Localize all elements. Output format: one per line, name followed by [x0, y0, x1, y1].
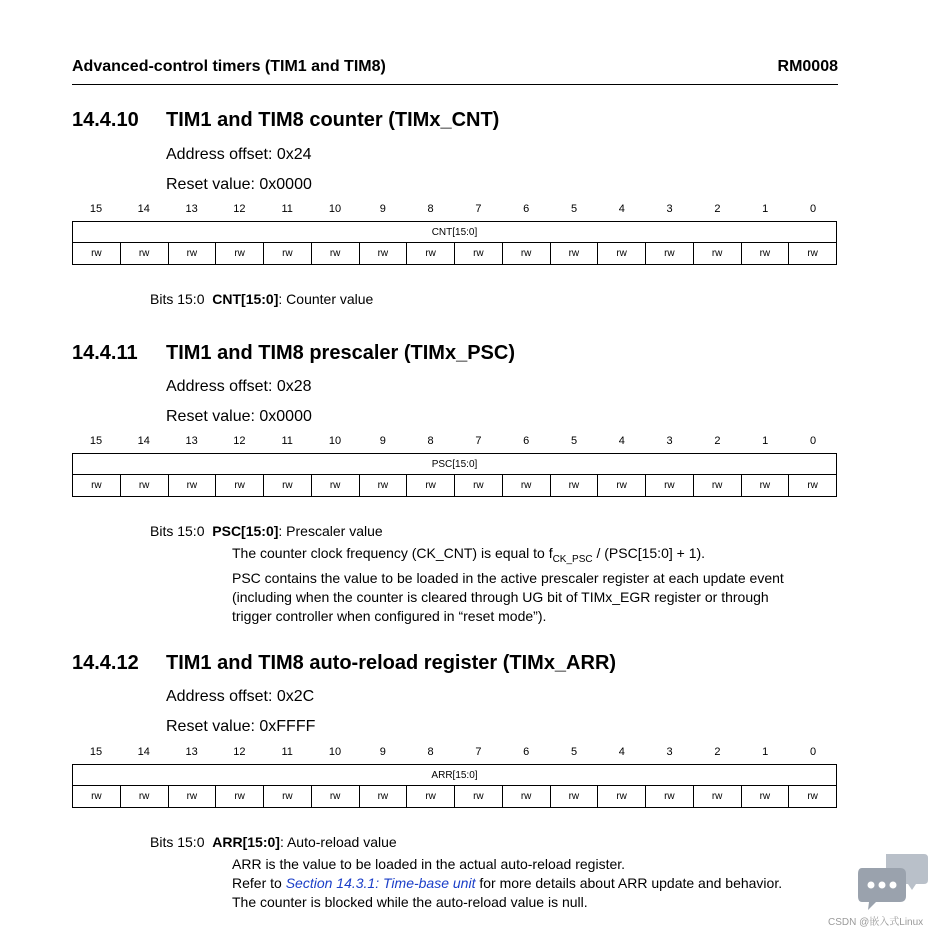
bit-number: 15 — [89, 746, 103, 758]
bit-number: 5 — [570, 435, 578, 447]
section-number: 14.4.12 — [72, 652, 139, 674]
bit-number: 4 — [618, 746, 625, 758]
register-map-psc — [72, 453, 837, 497]
access-row — [73, 786, 837, 808]
bit-number: 12 — [233, 746, 246, 758]
bit-description-psc — [150, 523, 383, 539]
address-offset: Address offset: 0x24 — [166, 146, 312, 163]
bit-number: 3 — [666, 435, 673, 447]
access-cell: rw — [741, 475, 789, 497]
access-cell: rw — [789, 475, 837, 497]
section-number: 14.4.11 — [72, 342, 138, 364]
bit-number: 9 — [379, 435, 386, 447]
access-cell: rw — [168, 243, 216, 265]
section-heading: TIM1 and TIM8 auto-reload register (TIMx_ARR) — [166, 652, 617, 674]
access-cell: rw — [407, 475, 455, 497]
access-cell: rw — [455, 243, 503, 265]
bit-number: 1 — [762, 435, 769, 447]
bits-field: PSC[15:0] — [212, 523, 279, 539]
bit-number: 2 — [714, 435, 721, 447]
bit-number: 7 — [475, 746, 482, 758]
section-link[interactable]: Section 14.3.1: Time-base unit — [285, 875, 476, 891]
access-cell: rw — [216, 243, 264, 265]
access-cell: rw — [407, 786, 455, 808]
access-cell: rw — [646, 243, 694, 265]
access-cell: rw — [168, 475, 216, 497]
bit-number: 1 — [762, 746, 769, 758]
access-cell: rw — [502, 475, 550, 497]
bits-summary: : Prescaler value — [278, 523, 383, 539]
access-cell: rw — [502, 786, 550, 808]
access-cell: rw — [598, 475, 646, 497]
access-cell: rw — [407, 243, 455, 265]
bit-description-arr — [150, 834, 397, 850]
bit-number: 11 — [281, 746, 293, 758]
access-cell: rw — [693, 786, 741, 808]
bit-number: 8 — [427, 746, 434, 758]
bit-number: 9 — [379, 746, 386, 758]
bits-summary: : Auto-reload value — [279, 834, 397, 850]
access-cell: rw — [264, 475, 312, 497]
access-cell: rw — [550, 475, 598, 497]
section-title-cnt — [72, 109, 499, 132]
chat-bubble-icon — [856, 852, 930, 914]
bit-number: 0 — [809, 746, 817, 758]
bits-field: ARR[15:0] — [212, 834, 280, 850]
bit-number: 2 — [714, 746, 721, 758]
bits-range: Bits 15:0 — [150, 523, 205, 539]
access-cell: rw — [73, 475, 121, 497]
header-doc-id: RM0008 — [777, 58, 838, 75]
bit-number-row — [72, 435, 838, 449]
bit-number: 3 — [666, 203, 673, 215]
access-cell: rw — [311, 786, 359, 808]
bit-number: 0 — [809, 435, 817, 447]
bit-number: 4 — [618, 435, 625, 447]
address-offset: Address offset: 0x2C — [166, 688, 315, 705]
section-heading: TIM1 and TIM8 counter (TIMx_CNT) — [166, 109, 500, 131]
bit-number: 2 — [714, 203, 721, 215]
bit-number: 13 — [185, 203, 198, 215]
bit-number: 1 — [762, 203, 769, 215]
bit-number: 12 — [233, 203, 246, 215]
address-offset: Address offset: 0x28 — [166, 378, 312, 395]
section-title-psc — [72, 342, 515, 365]
bit-number: 7 — [475, 203, 482, 215]
access-cell: rw — [789, 243, 837, 265]
access-cell: rw — [120, 786, 168, 808]
bit-number: 5 — [570, 746, 578, 758]
access-cell: rw — [455, 475, 503, 497]
bit-number: 10 — [328, 435, 342, 447]
reset-value: Reset value: 0xFFFF — [166, 718, 316, 735]
bit-number-row — [72, 746, 838, 760]
register-field-name: ARR[15:0] — [73, 765, 837, 786]
description-psc — [232, 544, 784, 626]
access-cell: rw — [741, 786, 789, 808]
access-cell: rw — [550, 243, 598, 265]
access-cell: rw — [693, 475, 741, 497]
watermark-text: CSDN @嵌入式Linux — [828, 917, 924, 928]
bit-number: 13 — [185, 746, 198, 758]
bit-number: 7 — [475, 435, 482, 447]
bit-number: 10 — [328, 203, 342, 215]
access-cell: rw — [741, 243, 789, 265]
description-line: (including when the counter is cleared through UG bit of TIMx_EGR register or through — [232, 589, 769, 605]
page-header — [72, 58, 838, 85]
bit-number: 11 — [281, 203, 293, 215]
description-line: The counter is blocked while the auto-reload value is null. — [232, 894, 588, 910]
access-cell: rw — [120, 475, 168, 497]
section-title-arr — [72, 652, 616, 675]
bit-number: 5 — [570, 203, 578, 215]
bit-number: 8 — [427, 435, 434, 447]
bit-number: 8 — [427, 203, 434, 215]
access-cell: rw — [646, 786, 694, 808]
bit-description-cnt — [150, 291, 373, 307]
section-heading: TIM1 and TIM8 prescaler (TIMx_PSC) — [166, 342, 515, 364]
access-cell: rw — [216, 475, 264, 497]
bits-summary: : Counter value — [278, 291, 374, 307]
bits-field: CNT[15:0] — [212, 291, 279, 307]
bit-number: 15 — [89, 435, 103, 447]
register-map-arr — [72, 764, 837, 808]
access-cell: rw — [311, 243, 359, 265]
access-cell: rw — [264, 786, 312, 808]
access-cell: rw — [359, 243, 407, 265]
bit-number: 10 — [328, 746, 342, 758]
access-cell: rw — [359, 786, 407, 808]
bit-number: 14 — [137, 746, 150, 758]
description-line: Refer to Section 14.3.1: Time-base unit for more details about ARR update and behavior. — [232, 875, 783, 891]
access-cell: rw — [359, 475, 407, 497]
access-cell: rw — [120, 243, 168, 265]
access-cell: rw — [73, 243, 121, 265]
bit-number: 14 — [137, 203, 150, 215]
bit-number: 6 — [523, 746, 530, 758]
description-line: PSC contains the value to be loaded in the active prescaler register at each update event — [232, 570, 784, 586]
access-cell: rw — [168, 786, 216, 808]
access-cell: rw — [789, 786, 837, 808]
bit-number: 6 — [523, 203, 530, 215]
access-cell: rw — [550, 786, 598, 808]
reset-value: Reset value: 0x0000 — [166, 176, 312, 193]
bit-number-row — [72, 203, 838, 217]
access-cell: rw — [693, 243, 741, 265]
subscript: CK_PSC — [552, 554, 593, 565]
bit-number: 3 — [666, 746, 673, 758]
bit-number: 11 — [281, 435, 293, 447]
bit-number: 9 — [379, 203, 386, 215]
access-cell: rw — [598, 243, 646, 265]
reset-value: Reset value: 0x0000 — [166, 408, 312, 425]
bit-number: 13 — [185, 435, 198, 447]
access-cell: rw — [502, 243, 550, 265]
bit-number: 6 — [523, 435, 530, 447]
access-cell: rw — [73, 786, 121, 808]
access-cell: rw — [646, 475, 694, 497]
register-field-name: CNT[15:0] — [73, 222, 837, 243]
bit-number: 12 — [233, 435, 246, 447]
access-row — [73, 243, 837, 265]
bits-range: Bits 15:0 — [150, 834, 205, 850]
bit-number: 4 — [618, 203, 625, 215]
bits-range: Bits 15:0 — [150, 291, 205, 307]
access-cell: rw — [311, 475, 359, 497]
bit-number: 14 — [137, 435, 150, 447]
register-field-name: PSC[15:0] — [73, 454, 837, 475]
description-line: ARR is the value to be loaded in the actual auto-reload register. — [232, 856, 626, 872]
access-cell: rw — [264, 243, 312, 265]
section-number: 14.4.10 — [72, 109, 139, 131]
description-line: trigger controller when configured in “reset mode”). — [232, 608, 547, 624]
access-cell: rw — [598, 786, 646, 808]
bit-number: 15 — [89, 203, 103, 215]
access-cell: rw — [216, 786, 264, 808]
description-arr — [232, 855, 782, 912]
bit-number: 0 — [809, 203, 817, 215]
access-row — [73, 475, 837, 497]
register-map-cnt — [72, 221, 837, 265]
description-line: The counter clock frequency (CK_CNT) is equal to $f_{CK\_PSC}$ / (PSC[15:0] + 1). — [232, 545, 706, 565]
access-cell: rw — [455, 786, 503, 808]
header-chapter-title: Advanced-control timers (TIM1 and TIM8) — [72, 58, 386, 75]
